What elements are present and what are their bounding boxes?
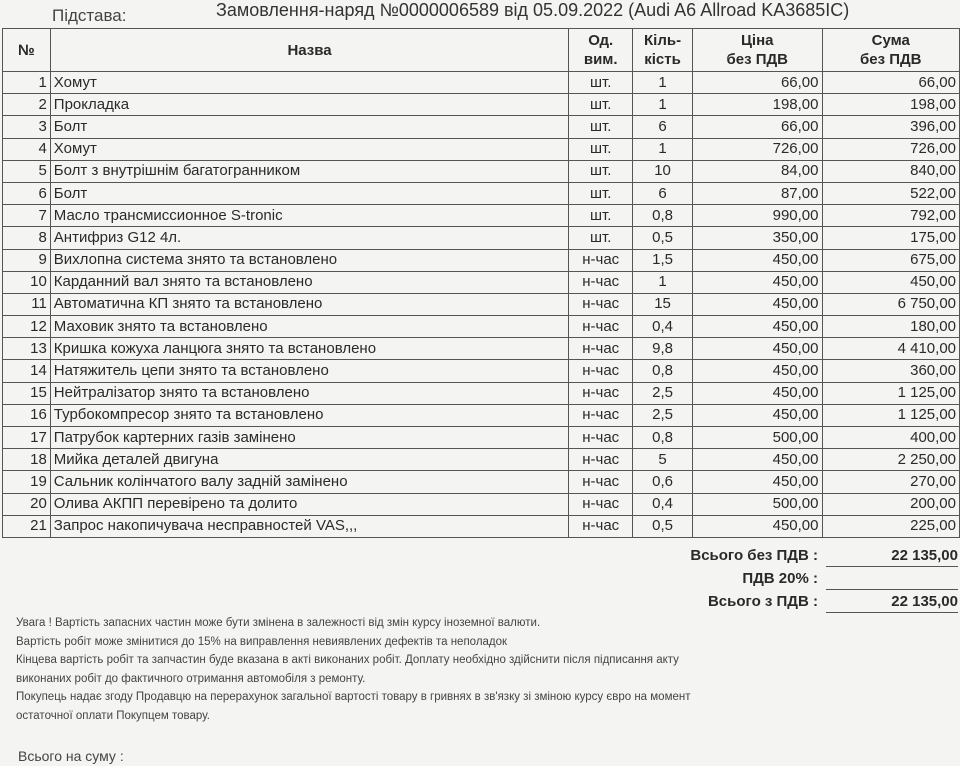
table-row — [3, 116, 960, 138]
row-sum: 225,00 — [822, 515, 960, 537]
row-sum: 198,00 — [822, 94, 960, 116]
row-qty: 1 — [633, 72, 693, 94]
table-row — [3, 227, 960, 249]
row-unit: н-час — [569, 427, 633, 449]
price-header-line1: Ціна — [740, 32, 774, 49]
row-price: 198,00 — [692, 94, 822, 116]
row-name: Болт з внутрішнім багатогранником — [50, 160, 569, 182]
row-name: Прокладка — [50, 94, 569, 116]
total-with-vat-row — [560, 591, 960, 614]
total-with-vat-value: 22 135,00 — [826, 591, 958, 613]
row-price: 500,00 — [692, 493, 822, 515]
table-row — [3, 160, 960, 182]
row-price: 450,00 — [692, 360, 822, 382]
row-number: 21 — [3, 515, 51, 537]
table-row — [3, 249, 960, 271]
row-sum: 726,00 — [822, 138, 960, 160]
row-qty: 0,6 — [633, 471, 693, 493]
row-price: 87,00 — [692, 182, 822, 204]
row-price: 450,00 — [692, 293, 822, 315]
row-qty: 2,5 — [633, 382, 693, 404]
total-sum-label: Всього на суму : — [18, 748, 124, 764]
table-row — [3, 449, 960, 471]
row-price: 66,00 — [692, 116, 822, 138]
row-sum: 180,00 — [822, 316, 960, 338]
note-line: остаточної оплати Покупцем товару. — [16, 709, 210, 722]
row-number: 2 — [3, 94, 51, 116]
row-price: 500,00 — [692, 427, 822, 449]
row-name: Антифриз G12 4л. — [50, 227, 569, 249]
row-sum: 6 750,00 — [822, 293, 960, 315]
row-price: 84,00 — [692, 160, 822, 182]
row-price: 990,00 — [692, 205, 822, 227]
row-sum: 522,00 — [822, 182, 960, 204]
row-sum: 360,00 — [822, 360, 960, 382]
table-row — [3, 493, 960, 515]
row-number: 3 — [3, 116, 51, 138]
row-price: 450,00 — [692, 271, 822, 293]
row-number: 5 — [3, 160, 51, 182]
row-price: 726,00 — [692, 138, 822, 160]
row-qty: 6 — [633, 116, 693, 138]
row-qty: 0,5 — [633, 515, 693, 537]
row-name: Кришка кожуха ланцюга знято та встановлено — [50, 338, 569, 360]
table-row — [3, 94, 960, 116]
row-number: 17 — [3, 427, 51, 449]
vat-value — [826, 568, 958, 590]
row-unit: н-час — [569, 360, 633, 382]
row-name: Запрос накопичувача несправностей VAS,,, — [50, 515, 569, 537]
row-number: 12 — [3, 316, 51, 338]
row-sum: 792,00 — [822, 205, 960, 227]
row-unit: шт. — [569, 94, 633, 116]
table-row — [3, 182, 960, 204]
row-number: 11 — [3, 293, 51, 315]
row-name: Сальник колінчатого валу задній замінено — [50, 471, 569, 493]
table-body — [3, 72, 960, 538]
row-sum: 675,00 — [822, 249, 960, 271]
row-name: Болт — [50, 182, 569, 204]
qty-header-line2: кість — [644, 51, 681, 68]
row-qty: 0,4 — [633, 316, 693, 338]
col-unit-header — [569, 29, 633, 72]
row-sum: 66,00 — [822, 72, 960, 94]
table-row — [3, 316, 960, 338]
row-price: 450,00 — [692, 382, 822, 404]
sum-header-line2: без ПДВ — [859, 51, 922, 68]
row-qty: 0,5 — [633, 227, 693, 249]
note-line: Кінцева вартість робіт та запчастин буде вказана в акті виконаних робіт. Доплату необхідно здійснити після підписання акту — [16, 654, 679, 666]
row-price: 450,00 — [692, 515, 822, 537]
row-unit: н-час — [569, 249, 633, 271]
order-title: Замовлення-наряд №0000006589 від 05.09.2022 (Audi A6 Allroad KA3685IC) — [216, 0, 850, 20]
row-number: 4 — [3, 138, 51, 160]
table-row — [3, 338, 960, 360]
row-unit: н-час — [569, 382, 633, 404]
row-number: 13 — [3, 338, 51, 360]
vat-row — [560, 568, 960, 591]
basis-label: Підстава: — [52, 6, 127, 25]
row-name: Хомут — [50, 138, 569, 160]
row-price: 450,00 — [692, 249, 822, 271]
row-unit: шт. — [569, 205, 633, 227]
table-row — [3, 427, 960, 449]
row-number: 15 — [3, 382, 51, 404]
row-sum: 270,00 — [822, 471, 960, 493]
note-line: Покупець надає згоду Продавцю на перерахунок загальної вартості товару в гривнях в зв'язку зі зміною курсу євро на момент — [16, 691, 691, 703]
totals-block — [560, 545, 960, 614]
row-unit: н-час — [569, 404, 633, 426]
row-number: 8 — [3, 227, 51, 249]
row-qty: 1 — [633, 138, 693, 160]
table-row — [3, 72, 960, 94]
table-row — [3, 382, 960, 404]
row-qty: 15 — [633, 293, 693, 315]
row-number: 10 — [3, 271, 51, 293]
total-without-vat-label: Всього без ПДВ : — [690, 547, 818, 564]
col-num-header: № — [3, 29, 51, 72]
row-sum: 1 125,00 — [822, 382, 960, 404]
row-sum: 200,00 — [822, 493, 960, 515]
row-qty: 0,4 — [633, 493, 693, 515]
row-unit: н-час — [569, 449, 633, 471]
row-sum: 396,00 — [822, 116, 960, 138]
row-qty: 6 — [633, 182, 693, 204]
row-number: 7 — [3, 205, 51, 227]
row-unit: н-час — [569, 471, 633, 493]
row-unit: шт. — [569, 182, 633, 204]
total-without-vat-value: 22 135,00 — [826, 545, 958, 567]
row-sum: 4 410,00 — [822, 338, 960, 360]
row-name: Нейтралізатор знято та встановлено — [50, 382, 569, 404]
row-unit: н-час — [569, 316, 633, 338]
table-row — [3, 205, 960, 227]
table-row — [3, 293, 960, 315]
col-price-header — [692, 29, 822, 72]
row-number: 14 — [3, 360, 51, 382]
table-row — [3, 404, 960, 426]
row-price: 450,00 — [692, 338, 822, 360]
row-price: 450,00 — [692, 404, 822, 426]
row-name: Олива АКПП перевірено та долито — [50, 493, 569, 515]
row-name: Мийка деталей двигуна — [50, 449, 569, 471]
row-name: Натяжитель цепи знято та встановлено — [50, 360, 569, 382]
row-number: 20 — [3, 493, 51, 515]
table-row — [3, 360, 960, 382]
row-number: 18 — [3, 449, 51, 471]
row-unit: шт. — [569, 227, 633, 249]
table-row — [3, 471, 960, 493]
row-sum: 1 125,00 — [822, 404, 960, 426]
row-unit: шт. — [569, 116, 633, 138]
qty-header-line1: Кіль- — [644, 32, 682, 49]
col-name-header: Назва — [50, 29, 569, 72]
note-line: Увага ! Вартість запасних частин може бути змінена в залежності від змін курсу іноземної валюти. — [16, 617, 541, 629]
row-name: Хомут — [50, 72, 569, 94]
col-sum-header — [822, 29, 960, 72]
row-unit: н-час — [569, 293, 633, 315]
row-sum: 840,00 — [822, 160, 960, 182]
row-unit: н-час — [569, 271, 633, 293]
row-sum: 450,00 — [822, 271, 960, 293]
row-unit: шт. — [569, 160, 633, 182]
table-row — [3, 271, 960, 293]
row-price: 450,00 — [692, 316, 822, 338]
row-unit: н-час — [569, 493, 633, 515]
row-unit: н-час — [569, 515, 633, 537]
row-qty: 1,5 — [633, 249, 693, 271]
notes-block — [16, 614, 836, 725]
row-qty: 0,8 — [633, 360, 693, 382]
note-line: Вартість робіт може змінитися до 15% на виправлення невиявлених дефектів та неполадок — [16, 635, 508, 648]
row-name: Вихлопна система знято та встановлено — [50, 249, 569, 271]
row-number: 19 — [3, 471, 51, 493]
table-row — [3, 138, 960, 160]
row-qty: 0,8 — [633, 427, 693, 449]
total-without-vat-row — [560, 545, 960, 568]
row-unit: шт. — [569, 72, 633, 94]
row-sum: 400,00 — [822, 427, 960, 449]
row-qty: 5 — [633, 449, 693, 471]
total-with-vat-label: Всього з ПДВ : — [707, 593, 818, 610]
row-name: Патрубок картерних газів замінено — [50, 427, 569, 449]
row-qty: 9,8 — [633, 338, 693, 360]
col-qty-header — [633, 29, 693, 72]
row-price: 350,00 — [692, 227, 822, 249]
row-qty: 1 — [633, 94, 693, 116]
row-qty: 2,5 — [633, 404, 693, 426]
row-price: 450,00 — [692, 449, 822, 471]
row-name: Турбокомпресор знято та встановлено — [50, 404, 569, 426]
row-price: 450,00 — [692, 471, 822, 493]
row-unit: н-час — [569, 338, 633, 360]
row-unit: шт. — [569, 138, 633, 160]
row-price: 66,00 — [692, 72, 822, 94]
table-row — [3, 515, 960, 537]
row-number: 6 — [3, 182, 51, 204]
row-sum: 2 250,00 — [822, 449, 960, 471]
unit-header-line2: вим. — [583, 51, 618, 68]
row-name: Автоматична КП знято та встановлено — [50, 293, 569, 315]
document-header — [0, 0, 960, 30]
row-name: Карданний вал знято та встановлено — [50, 271, 569, 293]
sum-header-line1: Сума — [871, 32, 910, 49]
row-name: Маховик знято та встановлено — [50, 316, 569, 338]
row-sum: 175,00 — [822, 227, 960, 249]
note-line: виконаних робіт до фактичного отримання автомобіля з ремонту. — [16, 672, 366, 685]
row-number: 16 — [3, 404, 51, 426]
row-qty: 10 — [633, 160, 693, 182]
row-number: 9 — [3, 249, 51, 271]
price-header-line2: без ПДВ — [726, 51, 788, 68]
vat-label: ПДВ 20% : — [742, 570, 818, 587]
row-name: Масло трансмиссионное S-tronic — [50, 205, 569, 227]
row-name: Болт — [50, 116, 569, 138]
row-qty: 0,8 — [633, 205, 693, 227]
unit-header-line1: Од. — [588, 32, 614, 49]
table-header-row — [3, 29, 960, 72]
row-qty: 1 — [633, 271, 693, 293]
items-table — [2, 28, 960, 538]
row-number: 1 — [3, 72, 51, 94]
